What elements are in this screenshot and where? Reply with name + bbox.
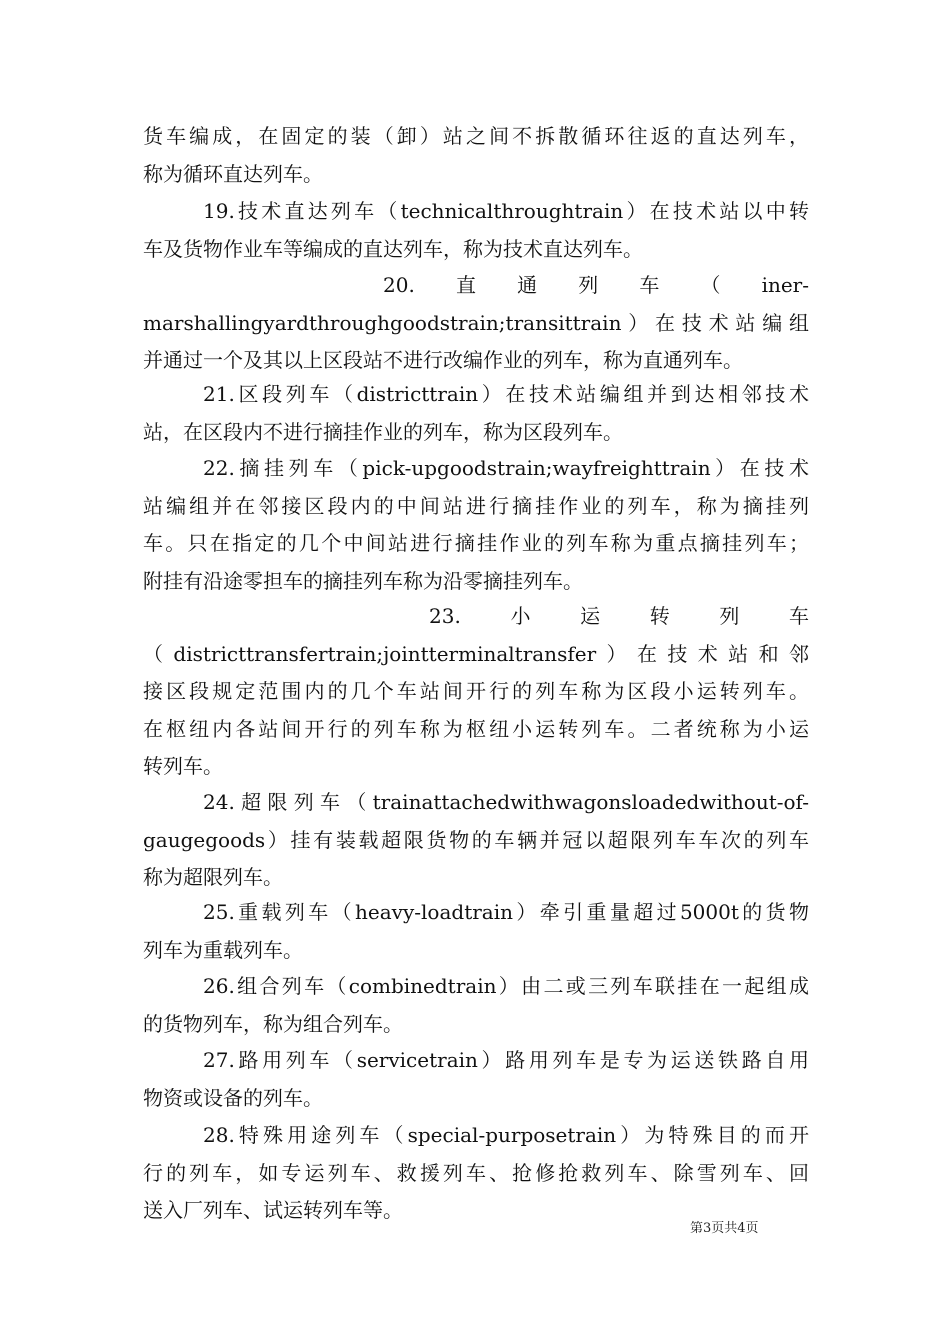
paragraph-19: [143, 193, 809, 268]
text-line: 并通过一个及其以上区段站不进行改编作业的列车，称为直通列车。: [143, 348, 743, 372]
text-line: 的货物列车，称为组合列车。: [143, 1011, 403, 1036]
page-number-footer: 第3页共4页: [690, 1221, 759, 1236]
spread-token: 车: [788, 604, 809, 628]
spread-token: 小: [510, 604, 531, 628]
text-line: 车及货物作业车等编成的直达列车，称为技术直达列车。: [143, 236, 643, 261]
text-line: 27.路用列车（servicetrain）路用列车是专为运送铁路自用: [203, 1048, 809, 1072]
text-line: 送入厂列车、试运转列车等。: [143, 1198, 403, 1222]
text-line: marshallingyardthroughgoodstrain;transittrain）在技术站编组: [143, 310, 809, 335]
spread-token: iner-: [761, 273, 809, 297]
spread-token: 20.: [383, 273, 415, 297]
spread-token: 直: [455, 273, 476, 297]
text-line: 接区段规定范围内的几个车站间开行的列车称为区段小运转列车。: [143, 679, 809, 703]
text-line: 列车为重载列车。: [143, 937, 303, 962]
text-line: 在枢纽内各站间开行的列车称为枢纽小运转列车。二者统称为小运: [143, 716, 809, 741]
paragraph-continuation: [143, 118, 809, 193]
spread-token: 通: [517, 273, 538, 297]
paragraph-27: [143, 1042, 809, 1117]
text-line: （districttransfertrain;jointterminaltransfer）在技术站和邻: [143, 641, 809, 666]
spread-line: [143, 267, 809, 305]
text-line: 称为超限列车。: [143, 865, 283, 889]
spread-token: 运: [580, 604, 601, 628]
text-line: 21.区段列车（districttrain）在技术站编组并到达相邻技术: [203, 382, 809, 406]
text-line: 车。只在指定的几个中间站进行摘挂作业的列车称为重点摘挂列车；: [143, 531, 809, 555]
paragraph-28: [143, 1117, 809, 1230]
spread-token: （: [700, 273, 721, 297]
paragraph-22: [143, 450, 809, 600]
text-line: 26.组合列车（combinedtrain）由二或三列车联挂在一起组成: [203, 974, 809, 998]
text-line: 25.重载列车（heavy-loadtrain）牵引重量超过5000t的货物: [203, 900, 809, 924]
text-line: 站，在区段内不进行摘挂作业的列车，称为区段列车。: [143, 419, 623, 444]
spread-line: [143, 598, 809, 636]
paragraph-21: [143, 376, 809, 451]
spread-token: 列: [578, 273, 599, 297]
text-line: 19.技术直达列车（technicalthroughtrain）在技术站以中转: [203, 199, 809, 223]
spread-token: 车: [639, 273, 660, 297]
text-line: 物资或设备的列车。: [143, 1085, 323, 1110]
paragraph-25: [143, 894, 809, 969]
text-line: 站编组并在邻接区段内的中间站进行摘挂作业的列车，称为摘挂列: [143, 493, 809, 518]
paragraph-26: [143, 968, 809, 1043]
spread-token: 23.: [429, 604, 461, 628]
text-line: 称为循环直达列车。: [143, 161, 323, 186]
text-line: 行的列车，如专运列车、救援列车、抢修抢救列车、除雪列车、回: [143, 1160, 809, 1185]
text-line: 22.摘挂列车（pick-upgoodstrain;wayfreighttrain）在技术: [203, 456, 809, 480]
paragraph-23: [143, 598, 809, 786]
text-line: 附挂有沿途零担车的摘挂列车称为沿零摘挂列车。: [143, 568, 583, 593]
text-line: 28.特殊用途列车（special-purposetrain）为特殊目的而开: [203, 1123, 809, 1147]
text-line: 24.超限列车（trainattachedwithwagonsloadedwithout-of-: [203, 790, 809, 814]
text-line: 转列车。: [143, 754, 223, 778]
spread-token: 列: [719, 604, 740, 628]
paragraph-24: [143, 784, 809, 897]
spread-token: 转: [649, 604, 670, 628]
text-line: 货车编成，在固定的装（卸）站之间不拆散循环往返的直达列车，: [143, 124, 809, 148]
paragraph-20: [143, 267, 809, 380]
text-line: gaugegoods）挂有装载超限货物的车辆并冠以超限列车车次的列车: [143, 827, 809, 852]
